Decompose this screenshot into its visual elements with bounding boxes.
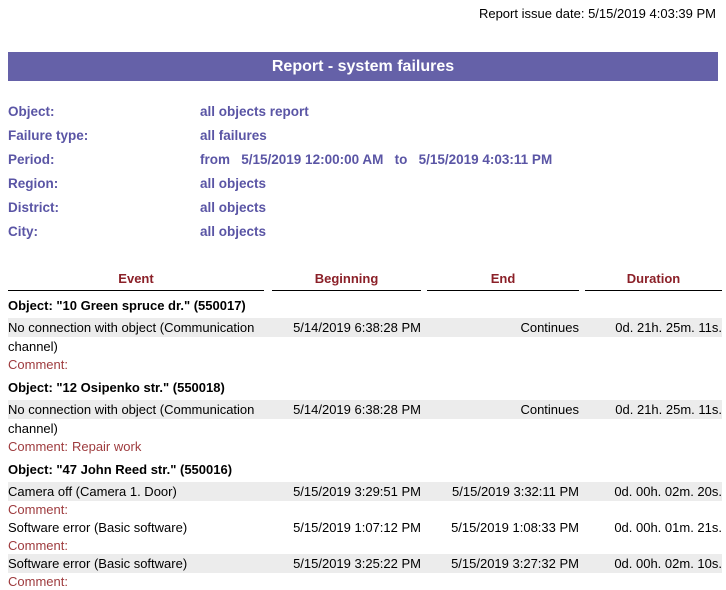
filter-district: [8, 196, 718, 220]
cell-beginning: 5/15/2019 3:25:22 PM: [293, 556, 421, 571]
filter-label: Object:: [8, 104, 55, 119]
comment-label: Comment:: [8, 439, 68, 454]
filter-value: all objects: [200, 176, 267, 191]
cell-duration: 0d. 21h. 25m. 11s.: [615, 402, 722, 417]
column-header-beginning: Beginning: [272, 270, 421, 291]
cell-beginning: 5/15/2019 1:07:12 PM: [293, 520, 421, 535]
report-issue-date: Report issue date: 5/15/2019 4:03:39 PM: [478, 6, 716, 21]
cell-end: Continues: [520, 320, 579, 335]
report-filters: [8, 100, 718, 244]
filter-label: District:: [8, 200, 60, 215]
object-group-header: Object: "12 Osipenko str." (550018): [8, 380, 225, 395]
table-row: [8, 554, 722, 573]
column-header-end: End: [427, 270, 579, 291]
failures-table: [8, 270, 722, 590]
cell-duration: 0d. 00h. 02m. 20s.: [614, 484, 722, 499]
object-group-header: Object: "47 John Reed str." (550016): [8, 462, 233, 477]
table-row: [8, 482, 722, 501]
cell-end: 5/15/2019 3:27:32 PM: [451, 556, 579, 571]
cell-end: 5/15/2019 3:32:11 PM: [452, 484, 579, 499]
filter-label: Failure type:: [8, 128, 89, 143]
cell-event: Software error (Basic software): [8, 520, 188, 535]
report-title: Report - system failures: [271, 58, 455, 75]
comment-label: Comment:: [8, 357, 68, 372]
table-header-row: [8, 270, 722, 291]
filter-value: all objects report: [200, 104, 309, 119]
object-group-header: Object: "10 Green spruce dr." (550017): [8, 298, 246, 313]
table-row: [8, 518, 722, 537]
table-row: [8, 318, 722, 356]
filter-label: Period:: [8, 152, 55, 167]
filter-value: all failures: [200, 128, 267, 143]
comment-line: [8, 573, 722, 590]
comment-label: Comment:: [8, 574, 68, 589]
cell-end: 5/15/2019 1:08:33 PM: [451, 520, 579, 535]
filter-value: from 5/15/2019 12:00:00 AM to 5/15/2019 4:03:11 PM: [200, 152, 553, 167]
table-row: [8, 400, 722, 438]
column-header-event: Event: [8, 270, 264, 291]
comment-line: [8, 356, 722, 373]
filter-city: [8, 220, 718, 244]
filter-label: Region:: [8, 176, 59, 191]
cell-event: No connection with object (Communication channel): [8, 402, 255, 436]
filter-label: City:: [8, 224, 38, 239]
comment-label: Comment:: [8, 538, 68, 553]
cell-end: Continues: [520, 402, 579, 417]
filter-period: [8, 148, 718, 172]
column-header-duration: Duration: [585, 270, 722, 291]
cell-beginning: 5/14/2019 6:38:28 PM: [293, 320, 421, 335]
filter-failure-type: [8, 124, 718, 148]
comment-line: [8, 501, 722, 518]
cell-duration: 0d. 00h. 01m. 21s.: [614, 520, 722, 535]
filter-region: [8, 172, 718, 196]
cell-duration: 0d. 21h. 25m. 11s.: [615, 320, 722, 335]
comment-text: Repair work: [71, 439, 142, 454]
comment-label: Comment:: [8, 502, 68, 517]
filter-object: [8, 100, 718, 124]
comment-line: [8, 537, 722, 554]
cell-beginning: 5/14/2019 6:38:28 PM: [293, 402, 421, 417]
report-title-bar: [8, 52, 718, 81]
cell-event: No connection with object (Communication channel): [8, 320, 255, 354]
filter-value: all objects: [200, 224, 267, 239]
cell-event: Camera off (Camera 1. Door): [8, 484, 177, 499]
filter-value: all objects: [200, 200, 267, 215]
cell-beginning: 5/15/2019 3:29:51 PM: [293, 484, 421, 499]
comment-line: [8, 438, 722, 455]
cell-duration: 0d. 00h. 02m. 10s.: [614, 556, 722, 571]
cell-event: Software error (Basic software): [8, 556, 188, 571]
